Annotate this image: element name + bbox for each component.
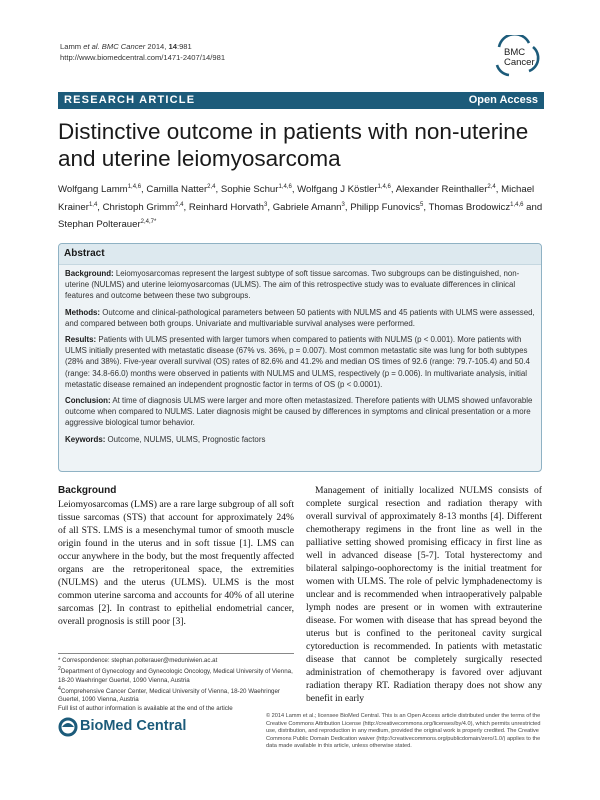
license-text: © 2014 Lamm et al.; licensee BioMed Central. This is an Open Access article distributed under the terms of the Creative Commons Attribution License (http://creativecommons.org/licenses/by/4.0), which permits unrestricted use, distribution, and reproduction in any medium, provided the original work is properly credited. The Creative Commons Public Domain Dedication waiver (http://creativecommons.org/publicdomain/zero/1.0/) applies to the data made available in this article, unless otherwise stated.: [266, 713, 541, 750]
biomed-central-swirl-icon: [58, 717, 78, 737]
abstract-body: [65, 268, 535, 450]
author-name: Christoph Grimm: [102, 201, 176, 213]
author-affiliation: 1,4: [88, 201, 98, 208]
author-name: Alexander Reinthaller: [395, 184, 488, 196]
affiliation-note: $^2$Department of Gynecology and Gynecologic Oncology, Medical University of Vienna, 18-20 Waehringer Guertel, 1090 Vienna, Austria: [58, 666, 293, 684]
footnotes: [58, 653, 294, 713]
abstract-keywords: Keywords: Outcome, NULMS, ULMS, Prognostic factors: [65, 434, 266, 444]
author-name: Stephan Polterauer: [58, 219, 141, 231]
abstract-box: [58, 243, 542, 472]
journal-citation: [60, 41, 225, 63]
author-affiliation: 5: [420, 201, 424, 208]
open-access-label: Open Access: [468, 94, 538, 106]
author-info-note: Full list of author information is available at the end of the article: [58, 704, 233, 712]
body-paragraph: Leiomyosarcomas (LMS) are a rare large subgroup of all soft tissue sarcomas (STS) that account for approximately 24% of all STS. LMS is a mesenchymal tumor of smooth muscle origin found in the uterus and in soft tissue [1]. LMS can occur anywhere in the body, but the most frequently affected organs are the retroperitoneal space, the extremities (NULMS) and the uterus (ULMS). ULMS is the most common uterine sarcoma and accounts for 40% of all uterine sarcomas [2]. In contrast to epithelial endometrial cancer, overall prognosis is still poor [3].: [58, 499, 294, 627]
article-type: RESEARCH ARTICLE: [64, 94, 196, 106]
author-affiliation: 2,4: [207, 184, 216, 190]
citation-line: Lamm et al. BMC Cancer 2014, 14:981: [60, 42, 192, 51]
author-affiliation: 1,4,6: [278, 184, 292, 190]
author-name: Philipp Funovics: [350, 201, 421, 213]
abstract-heading: Abstract: [59, 244, 541, 265]
author-name: Gabriele Amann: [272, 201, 342, 213]
abstract-methods: Methods: Outcome and clinical-pathological parameters between 50 patients with NULMS and 45 patients with ULMS were assessed, and compared between both groups. Univariate and multivariable survival analyses were performed.: [65, 307, 535, 328]
correspondence-note[interactable]: * Correspondence: stephan.polterauer@meduniwien.ac.at: [58, 657, 218, 664]
author-name: Michael Krainer: [58, 184, 535, 213]
author-name: Wolfgang J Köstler: [297, 184, 378, 196]
author-affiliation: 2,4: [487, 184, 496, 190]
author-list: Wolfgang Lamm$^{1,4,6}$, Camilla Natter$^{2,4}$, Sophie Schur$^{1,4,6}$, Wolfgang J Köstler$^{1,4,6}$, Alexander Reinthaller$^{2,4}$, Michael Krainer$^{1,4}$, Christoph Grimm$^{2,4}$, Reinhard Horvath$^3$, Gabriele Amann$^3$, Philipp Funovics$^5$, Thomas Brodowicz$^{1,4,6}$ and Stephan Polterauer$^{2,4,7*}$: [58, 184, 543, 231]
abstract-background: Background: Leiomyosarcomas represent the largest subtype of soft tissue sarcomas. Two subgroups can be distinguished, non-uterine (NULMS) and uterine leiomyosarcomas (ULMS). The aim of this retrospective study was to evaluate differences in clinical features and outcome between these two subgroups.: [65, 269, 520, 301]
author-affiliation: 3: [341, 201, 345, 208]
body-paragraph: Management of initially localized NULMS consists of complete surgical resection and radiation therapy with overall survival of approximately 8-13 months [4]. Different chemotherapy regimens in the front line as well in the palliative setting showed promising efficacy in first line as well in advanced disease [5-7]. Total hysterectomy and bilateral salpingo-oophorectomy is the initial treatment for women with ULMS. The role of pelvic lymphadenectomy is unclear and is recommended when intraoperatively palpable lymph nodes are present or in women with extrauterine disease. For women with disease that has spread beyond the uterus but is confined to the peritoneal cavity surgical cytoreduction is recommended. In patients with metastatic disease that cannot be completely surgically resected administration of chemotherapy is favored over adjuvant radiation therapy RT. Radiation therapy does not show any benefit in early: [306, 485, 542, 704]
author-affiliation: 1,4,6: [377, 184, 391, 190]
author-name: Reinhard Horvath: [188, 201, 265, 213]
author-affiliation: 2,4: [175, 201, 184, 208]
abstract-results: Results: Patients with ULMS presented with larger tumors when compared to patients with NULMS (p < 0.001). More patients with ULMS initially presented with metastatic disease (67% vs. 36%, p = 0.007). Most common metastatic site was lung for both subtypes (28% and 38%). Five-year overall survival (OS) rates of 82.6% and 41.2% and median OS times of 92.6 (range: 79.7-105.4) and 50.4 (range: 34.8-66.0) months were observed in patients with NULMS and ULMS, respectively (p = 0.006). In multivariate analysis, initial metastatic disease remained an independent prognostic factor in terms of OS (p < 0.0001).: [65, 335, 530, 389]
author-affiliation: 1,4,6: [510, 201, 524, 208]
body-column-left: [58, 484, 294, 628]
article-type-banner: [58, 92, 544, 109]
author-name: Thomas Brodowicz: [428, 201, 511, 213]
logo-text: BMC Cancer: [504, 47, 535, 68]
article-url[interactable]: http://www.biomedcentral.com/1471-2407/14/981: [60, 53, 226, 62]
author-affiliation: 1,4,6: [127, 184, 142, 190]
affiliation-note: $^4$Comprehensive Cancer Center, Medical University of Vienna, 18-20 Waehringer Guertel, 1090 Vienna, Austria: [58, 685, 280, 704]
author-name: Sophie Schur: [220, 184, 279, 196]
author-name: Wolfgang Lamm: [58, 184, 128, 196]
author-affiliation: 3: [264, 201, 268, 208]
author-affiliation: 2,4,7*: [140, 219, 157, 226]
bmc-cancer-logo: [489, 35, 547, 79]
article-title: Distinctive outcome in patients with non-uterine and uterine leiomyosarcoma: [58, 119, 529, 171]
section-heading-background: Background: [58, 485, 117, 496]
author-name: Camilla Natter: [146, 184, 208, 196]
abstract-conclusion: Conclusion: At time of diagnosis ULMS were larger and more often metastasized. Therefore patients with ULMS showed unfavorable outcome when compared to NULMS. Later diagnosis might be caused by differences in symptoms and clinical presentation or a more aggressive biological tumor behavior.: [65, 396, 533, 428]
biomed-central-logo: BioMed Central: [58, 717, 238, 737]
body-column-right: [306, 484, 542, 705]
